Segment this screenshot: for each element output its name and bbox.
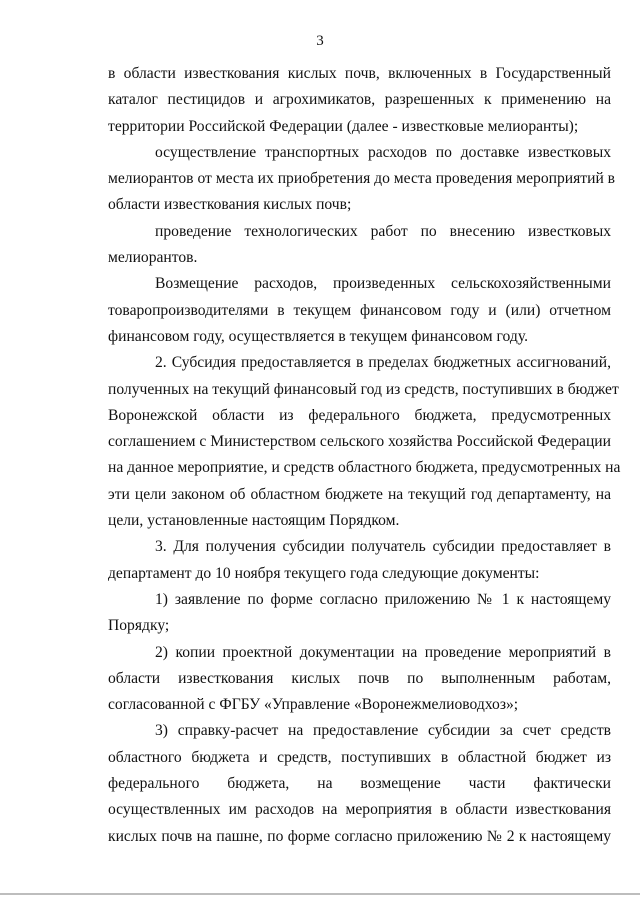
text-line: мелиорантов. <box>108 249 198 267</box>
text-line: соглашением с Министерством сельского хозяйства Российской Федерации <box>108 433 611 451</box>
text-line: областного бюджета и средств, поступивших в областной бюджет из <box>108 748 611 766</box>
text-line: 1) заявление по форме согласно приложению № 1 к настоящему <box>155 590 611 608</box>
text-line: согласованной с ФГБУ «Управление «Воронежмелиоводхоз»; <box>108 696 519 714</box>
text-line: 3. Для получения субсидии получатель субсидии предоставляет в <box>155 538 611 556</box>
text-line: Возмещение расходов, произведенных сельскохозяйственными <box>155 275 611 293</box>
text-line: полученных на текущий финансовый год из средств, поступивших в бюджет <box>108 380 619 398</box>
text-line: эти цели законом об областном бюджете на текущий год департаменту, на <box>108 485 611 503</box>
text-line: на данное мероприятие, и средств областного бюджета, предусмотренных на <box>108 459 621 477</box>
text-line: мелиорантов от места их приобретения до места проведения мероприятий в <box>108 170 616 188</box>
text-line: каталог пестицидов и агрохимикатов, разрешенных к применению на <box>108 91 611 109</box>
text-line: федерального бюджета, на возмещение части фактически <box>108 775 611 793</box>
text-line: цели, установленные настоящим Порядком. <box>108 512 400 530</box>
text-line: осуществление транспортных расходов по доставке известковых <box>155 143 611 161</box>
text-line: Порядку; <box>108 617 170 635</box>
text-line: 3) справку-расчет на предоставление субсидии за счет средств <box>155 722 611 740</box>
page-number: 3 <box>316 33 324 49</box>
text-line: 2) копии проектной документации на проведение мероприятий в <box>155 643 611 661</box>
page-bottom-edge <box>0 893 640 895</box>
text-line: области известкования кислых почв; <box>108 196 352 214</box>
text-line: области известкования кислых почв по выполненным работам, <box>108 669 611 687</box>
text-line: Воронежской области из федерального бюджета, предусмотренных <box>108 406 611 424</box>
text-line: финансовом году, осуществляется в текущем финансовом году. <box>108 327 528 345</box>
text-line: проведение технологических работ по внесению известковых <box>155 222 611 240</box>
document-body <box>108 61 621 850</box>
text-line: кислых почв на пашне, по форме согласно приложению № 2 к настоящему <box>108 827 611 845</box>
text-line: департамент до 10 ноября текущего года следующие документы: <box>108 564 540 582</box>
text-line: территории Российской Федерации (далее - известковые мелиоранты); <box>108 117 579 135</box>
text-line: 2. Субсидия предоставляется в пределах бюджетных ассигнований, <box>155 354 611 372</box>
text-line: осуществленных им расходов на мероприятия в области известкования <box>108 801 611 819</box>
text-line: в области известкования кислых почв, включенных в Государственный <box>108 65 611 82</box>
text-line: товаропроизводителями в текущем финансовом году и (или) отчетном <box>108 301 611 319</box>
